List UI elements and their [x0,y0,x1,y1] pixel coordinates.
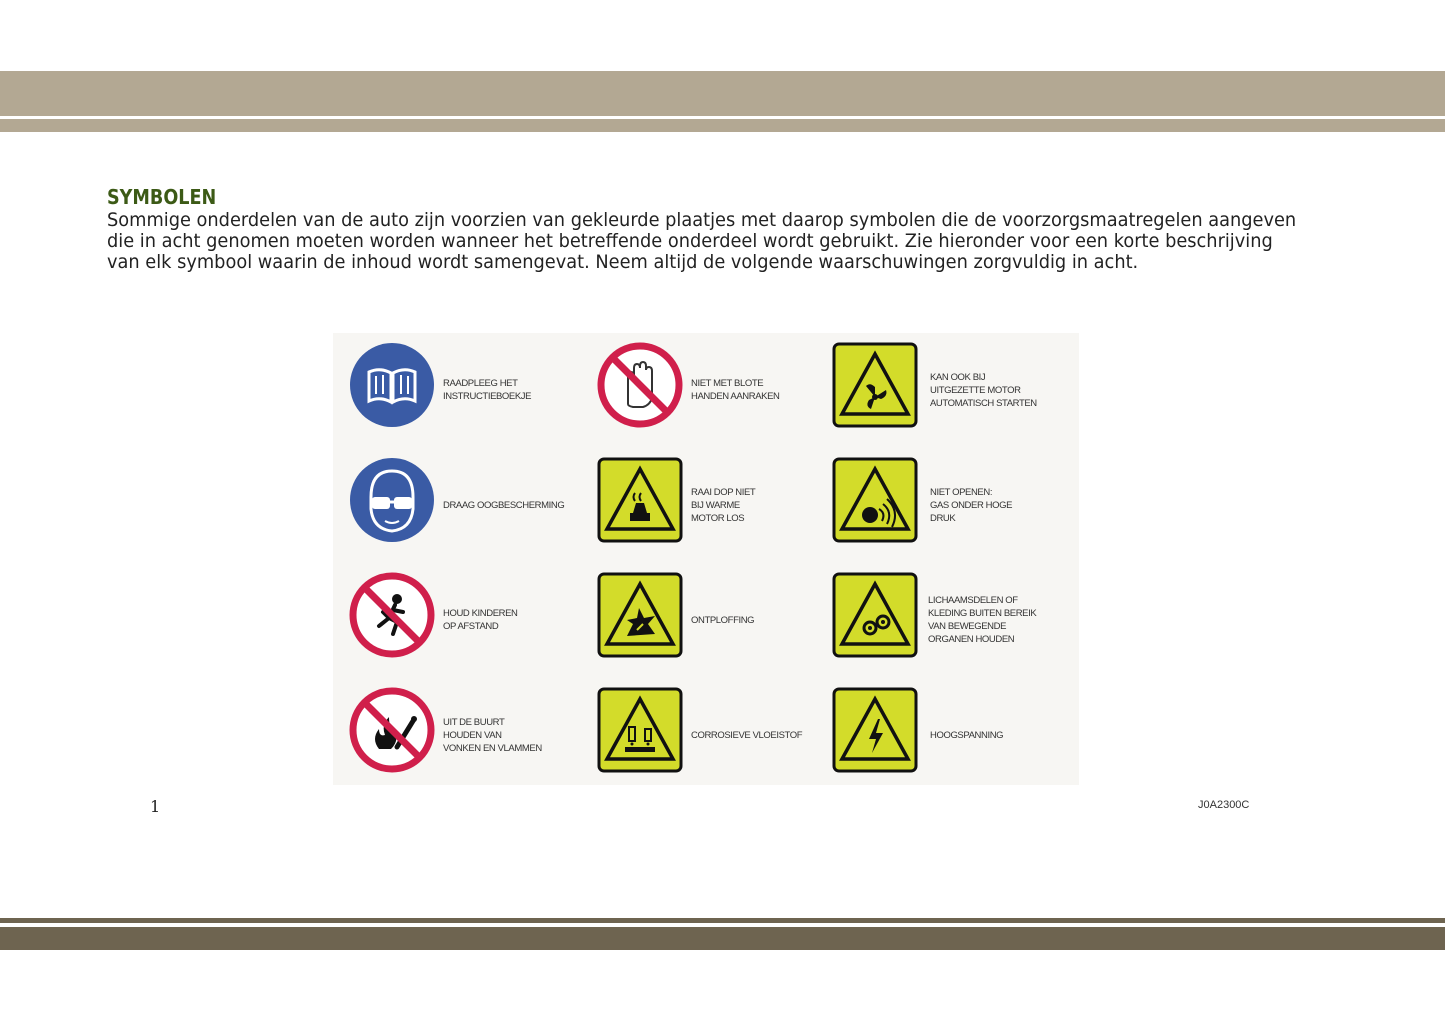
header-band-thin [0,119,1445,132]
intro-line: van elk symbool waarin de inhoud wordt samengevat. Neem altijd de volgende waarschuwingen zorgvuldig in acht. [107,251,1139,273]
read-manual-icon [349,342,435,428]
no-bare-hands-icon [597,342,683,428]
high-voltage-warning-icon [832,687,918,773]
symbol-label: KAN OOK BIJ UITGEZETTE MOTOR AUTOMATISCH STARTEN [930,371,1037,409]
symbol-corrosive-warning [597,687,837,783]
footer-band-thin [0,918,1445,923]
header-band [0,71,1445,116]
symbol-high-voltage-warning [832,687,1072,783]
symbol-explosion-warning [597,572,837,668]
symbol-keep-children-away [349,572,589,668]
symbol-label: RAAI DOP NIET BIJ WARME MOTOR LOS [691,486,756,524]
footer-band [0,927,1445,950]
hot-cap-warning-icon [597,457,683,543]
symbol-label: UIT DE BUURT HOUDEN VAN VONKEN EN VLAMMEN [443,716,542,754]
explosion-warning-icon [597,572,683,658]
intro-line: Sommige onderdelen van de auto zijn voorzien van gekleurde plaatjes met daarop symbolen die de voorzorgsmaatregelen aangeven [107,209,1297,231]
symbol-read-manual [349,342,589,438]
intro-line: die in acht genomen moeten worden wanneer het betreffende onderdeel wordt gebruikt. Zie hieronder voor een korte beschrijving [107,230,1273,252]
symbol-moving-parts-warning [832,572,1072,668]
symbol-hot-cap-warning [597,457,837,553]
symbol-label: RAADPLEEG HET INSTRUCTIEBOEKJE [443,378,532,402]
pressure-warning-icon [832,457,918,543]
symbol-eye-protection [349,457,589,553]
corrosive-warning-icon [597,687,683,773]
symbol-label: HOOGSPANNING [930,729,1004,741]
symbol-fan-warning [832,342,1072,438]
symbol-label: LICHAAMSDELEN OF KLEDING BUITEN BEREIK VAN BEWEGENDE ORGANEN HOUDEN [928,595,1037,645]
symbol-label: ONTPLOFFING [691,614,755,626]
moving-parts-warning-icon [832,572,918,658]
eye-protection-icon [349,457,435,543]
keep-children-away-icon [349,572,435,658]
symbol-label: NIET OPENEN: GAS ONDER HOGE DRUK [930,486,1013,524]
symbol-pressure-warning [832,457,1072,553]
section-title: SYMBOLEN [107,185,217,209]
symbol-label: DRAAG OOGBESCHERMING [443,499,565,511]
symbol-label: CORROSIEVE VLOEISTOF [691,729,803,741]
symbol-no-flames [349,687,589,783]
intro-paragraph [107,210,1307,273]
page-number: 1 [150,797,161,816]
symbol-no-bare-hands [597,342,837,438]
figure-code: J0A2300C [1198,799,1250,811]
symbols-figure [333,333,1079,785]
no-flames-icon [349,687,435,773]
symbol-label: HOUD KINDEREN OP AFSTAND [443,608,518,632]
fan-warning-icon [832,342,918,428]
symbol-label: NIET MET BLOTE HANDEN AANRAKEN [691,378,780,402]
